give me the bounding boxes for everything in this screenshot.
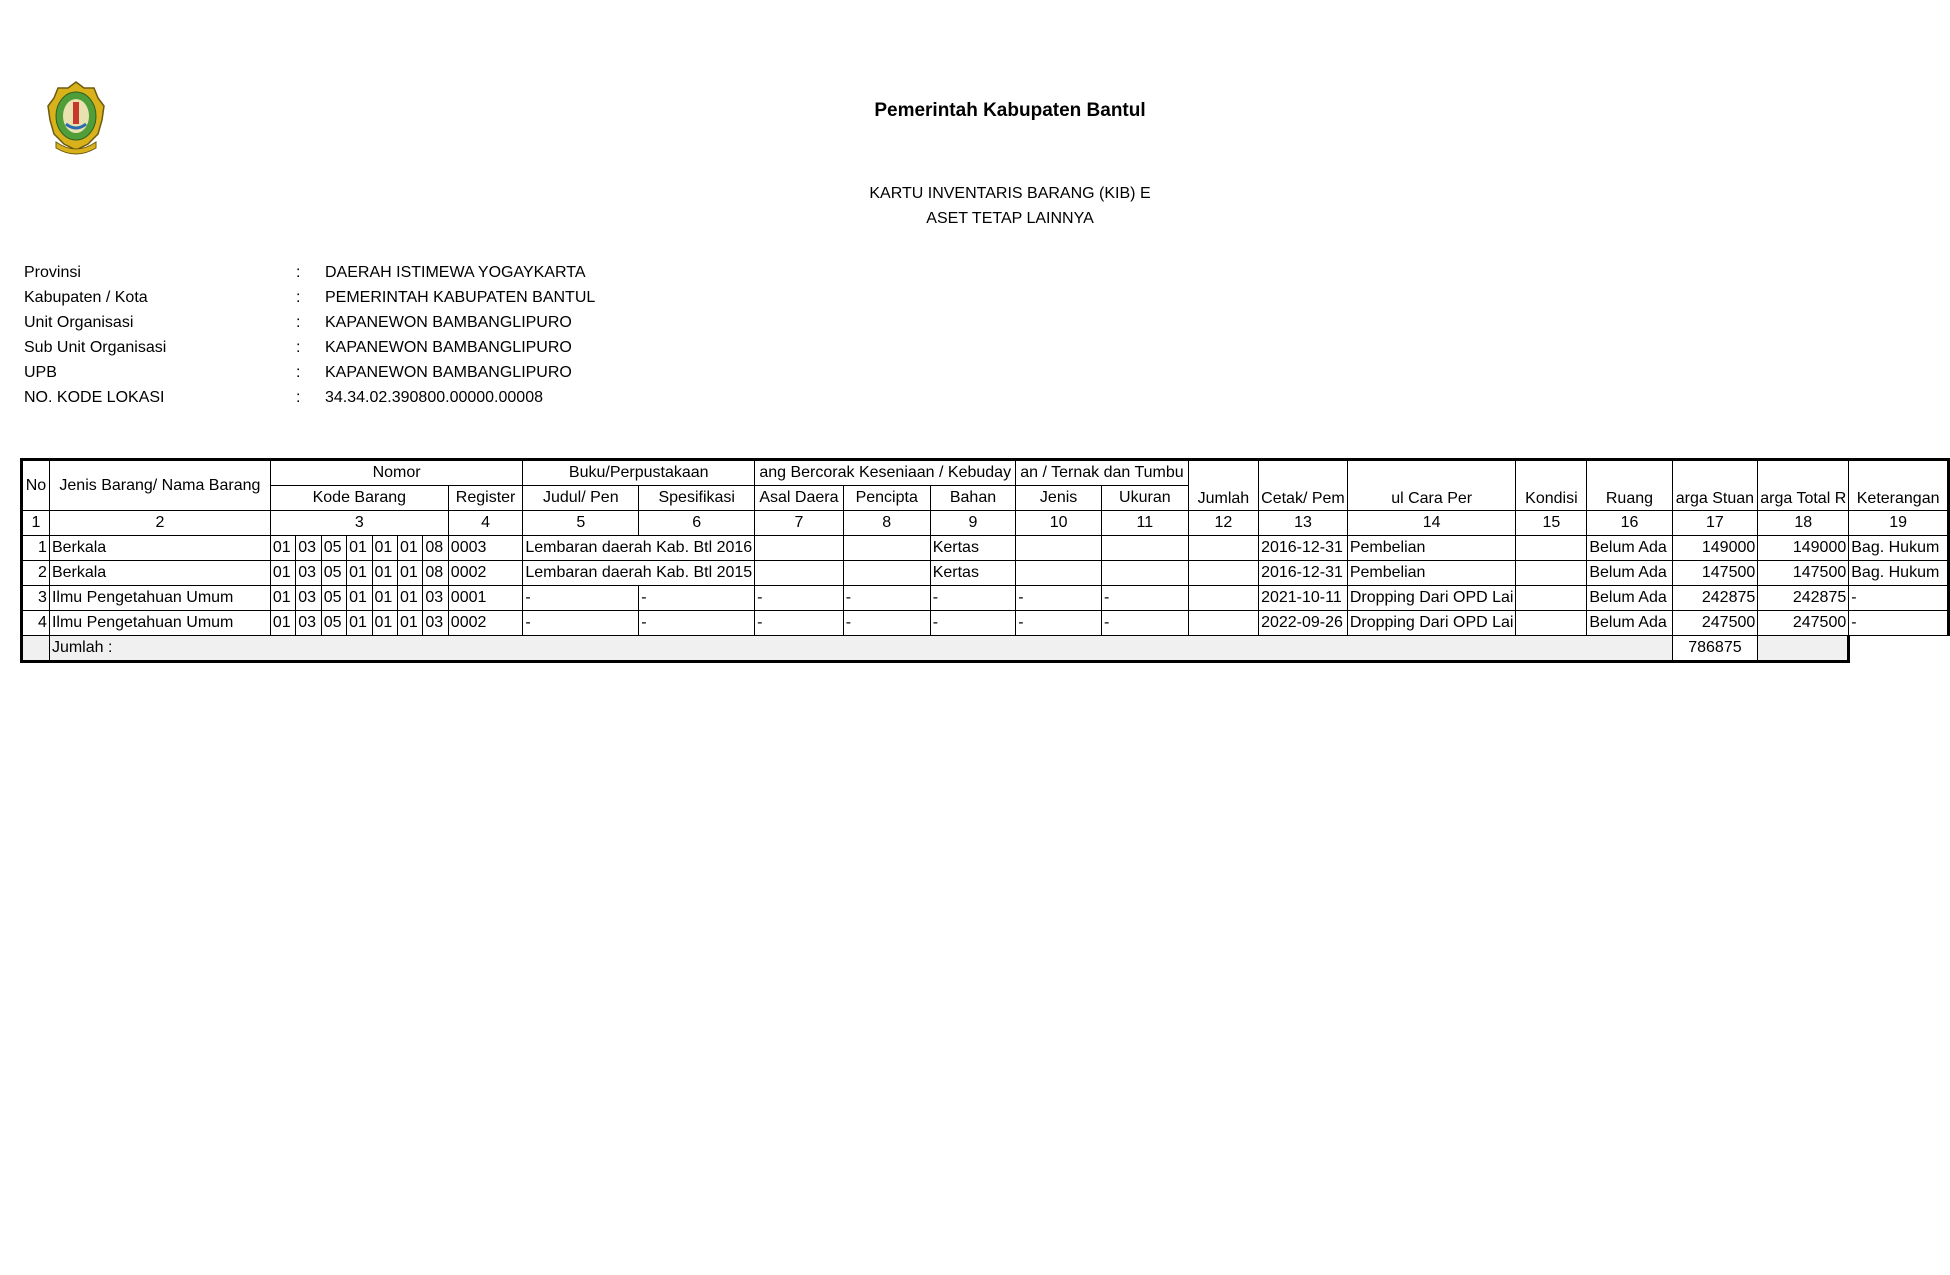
cell-kode: 01 [372,611,397,636]
col-number: 2 [49,511,270,536]
info-label: Unit Organisasi [24,314,134,331]
cell-cetak: 2016-12-31 [1259,536,1348,561]
cell-kode: 01 [397,586,422,611]
cell-kode: 03 [296,536,321,561]
column-number-row [22,511,1949,536]
cell-judul: - [523,611,639,636]
header-keterangan: Keterangan [1849,460,1949,511]
cell-kode: 01 [372,561,397,586]
cell-kondisi [1516,611,1587,636]
cell-kode: 03 [423,611,448,636]
cell-no: 2 [22,561,50,586]
info-value: KAPANEWON BAMBANGLIPURO [325,314,572,331]
header-judul: Judul/ Pen [523,486,639,511]
cell-kode: 01 [270,536,295,561]
header-harga-satuan: arga Stuan [1672,460,1758,511]
cell-kode: 03 [296,586,321,611]
cell-jumlah [1188,586,1258,611]
info-label: Sub Unit Organisasi [24,339,167,356]
info-colon: : [296,339,301,356]
table-row [22,561,1949,586]
header-ruang: Ruang [1587,460,1672,511]
cell-asal-daerah: - [755,586,844,611]
cell-harga-total: 247500 [1758,611,1849,636]
cell-ukuran [1101,561,1188,586]
cell-spesifikasi: - [639,611,755,636]
header-buku: Buku/Perpustakaan [523,460,755,486]
col-number: 17 [1672,511,1758,536]
cell-jumlah [1188,561,1258,586]
header-register: Register [448,486,523,511]
cell-kode: 01 [347,586,372,611]
cell-kode: 01 [347,536,372,561]
cell-nama-barang: Ilmu Pengetahuan Umum [49,611,270,636]
info-value: KAPANEWON BAMBANGLIPURO [325,339,572,356]
cell-asal-daerah [755,536,844,561]
cell-kode: 01 [397,611,422,636]
cell-cara-perolehan: Dropping Dari OPD Lai [1347,611,1516,636]
cell-no: 3 [22,586,50,611]
total-row [22,636,1949,662]
cell-harga-satuan: 147500 [1672,561,1758,586]
col-number: 12 [1188,511,1258,536]
cell-kode: 01 [347,611,372,636]
info-colon: : [296,289,301,306]
header-hewan: an / Ternak dan Tumbu [1016,460,1188,486]
cell-kode: 03 [423,586,448,611]
header-row-1 [22,460,1949,486]
info-label: NO. KODE LOKASI [24,389,165,406]
cell-jenis: - [1016,586,1102,611]
cell-kode: 03 [296,561,321,586]
cell-no: 1 [22,536,50,561]
cell-ukuran: - [1101,586,1188,611]
cell-harga-satuan: 242875 [1672,586,1758,611]
info-value: KAPANEWON BAMBANGLIPURO [325,364,572,381]
cell-register: 0001 [448,586,523,611]
cell-kondisi [1516,536,1587,561]
cell-nama-barang: Ilmu Pengetahuan Umum [49,586,270,611]
table-row [22,536,1949,561]
cell-cetak: 2022-09-26 [1259,611,1348,636]
header-cetak: Cetak/ Pem [1259,460,1348,511]
cell-kode: 01 [372,586,397,611]
col-number: 10 [1016,511,1102,536]
cell-ruang: Belum Ada [1587,561,1672,586]
cell-judul: Lembaran daerah Kab. Btl 2016 [523,536,755,561]
col-number: 18 [1758,511,1849,536]
cell-pencipta [843,561,930,586]
col-number: 6 [639,511,755,536]
cell-cara-perolehan: Pembelian [1347,536,1516,561]
cell-harga-total: 149000 [1758,536,1849,561]
col-number: 4 [448,511,523,536]
header-nomor: Nomor [270,460,523,486]
info-colon: : [296,389,301,406]
cell-jenis [1016,561,1102,586]
cell-harga-satuan: 247500 [1672,611,1758,636]
cell-register: 0002 [448,611,523,636]
info-colon: : [296,264,301,281]
card-title: KARTU INVENTARIS BARANG (KIB) E [869,185,1151,202]
cell-jumlah [1188,536,1258,561]
info-label: UPB [24,364,57,381]
cell-pencipta [843,536,930,561]
header-jenis: Jenis [1016,486,1102,511]
cell-jumlah [1188,611,1258,636]
header-kondisi: Kondisi [1516,460,1587,511]
header-asal-usul: ul Cara Per [1347,460,1516,511]
inventory-table [20,458,1950,663]
col-number: 15 [1516,511,1587,536]
cell-keterangan: Bag. Hukum [1849,536,1949,561]
government-title: Pemerintah Kabupaten Bantul [874,100,1146,121]
cell-cetak: 2016-12-31 [1259,561,1348,586]
cell-kode: 01 [347,561,372,586]
cell-ukuran [1101,536,1188,561]
header-ukuran: Ukuran [1101,486,1188,511]
info-colon: : [296,364,301,381]
cell-kode: 01 [270,586,295,611]
cell-kode: 01 [397,536,422,561]
cell-judul: - [523,586,639,611]
cell-nama-barang: Berkala [49,561,270,586]
cell-kode: 05 [321,561,346,586]
cell-pencipta: - [843,611,930,636]
card-subtitle: ASET TETAP LAINNYA [926,210,1094,227]
col-number: 7 [755,511,844,536]
cell-bahan: Kertas [930,536,1016,561]
cell-kode: 08 [423,561,448,586]
cell-ruang: Belum Ada [1587,586,1672,611]
col-number: 16 [1587,511,1672,536]
cell-register: 0002 [448,561,523,586]
header-no: No [22,460,50,511]
header-asal-daerah: Asal Daera [755,486,844,511]
cell-ukuran: - [1101,611,1188,636]
cell-harga-satuan: 149000 [1672,536,1758,561]
total-blank-end [1758,636,1849,662]
cell-bahan: - [930,586,1016,611]
cell-cara-perolehan: Dropping Dari OPD Lai [1347,586,1516,611]
info-value: 34.34.02.390800.00000.00008 [325,389,543,406]
total-value: 786875 [1672,636,1758,662]
cell-kondisi [1516,586,1587,611]
cell-kode: 01 [372,536,397,561]
cell-kondisi [1516,561,1587,586]
cell-harga-total: 147500 [1758,561,1849,586]
cell-kode: 05 [321,536,346,561]
total-blank [22,636,50,662]
col-number: 13 [1259,511,1348,536]
header-harga-total: arga Total R [1758,460,1849,511]
col-number: 14 [1347,511,1516,536]
cell-keterangan: Bag. Hukum [1849,561,1949,586]
header-kesenian: ang Bercorak Keseniaan / Kebuday [755,460,1016,486]
cell-kode: 05 [321,586,346,611]
cell-spesifikasi: - [639,586,755,611]
cell-kode: 01 [270,561,295,586]
cell-asal-daerah [755,561,844,586]
table-row [22,586,1949,611]
cell-kode: 08 [423,536,448,561]
cell-jenis [1016,536,1102,561]
info-colon: : [296,314,301,331]
col-number: 5 [523,511,639,536]
header-kode-barang: Kode Barang [270,486,448,511]
cell-cetak: 2021-10-11 [1259,586,1348,611]
cell-keterangan: - [1849,611,1949,636]
header-bahan: Bahan [930,486,1016,511]
cell-kode: 01 [270,611,295,636]
cell-jenis: - [1016,611,1102,636]
cell-harga-total: 242875 [1758,586,1849,611]
header-jumlah: Jumlah [1188,460,1258,511]
col-number: 8 [843,511,930,536]
cell-ruang: Belum Ada [1587,536,1672,561]
info-label: Kabupaten / Kota [24,289,148,306]
info-value: DAERAH ISTIMEWA YOGAYKARTA [325,264,586,281]
header-pencipta: Pencipta [843,486,930,511]
cell-kode: 05 [321,611,346,636]
cell-register: 0003 [448,536,523,561]
cell-bahan: Kertas [930,561,1016,586]
cell-bahan: - [930,611,1016,636]
col-number: 11 [1101,511,1188,536]
total-label: Jumlah : [49,636,1672,662]
table-row [22,611,1949,636]
header-spesifikasi: Spesifikasi [639,486,755,511]
header-jenis-barang: Jenis Barang/ Nama Barang [49,460,270,511]
cell-kode: 03 [296,611,321,636]
cell-judul: Lembaran daerah Kab. Btl 2015 [523,561,755,586]
cell-nama-barang: Berkala [49,536,270,561]
cell-cara-perolehan: Pembelian [1347,561,1516,586]
cell-pencipta: - [843,586,930,611]
col-number: 9 [930,511,1016,536]
cell-kode: 01 [397,561,422,586]
col-number: 1 [22,511,50,536]
cell-asal-daerah: - [755,611,844,636]
cell-no: 4 [22,611,50,636]
cell-ruang: Belum Ada [1587,611,1672,636]
info-value: PEMERINTAH KABUPATEN BANTUL [325,289,596,306]
cell-keterangan: - [1849,586,1949,611]
col-number: 19 [1849,511,1949,536]
col-number: 3 [270,511,448,536]
info-label: Provinsi [24,264,81,281]
